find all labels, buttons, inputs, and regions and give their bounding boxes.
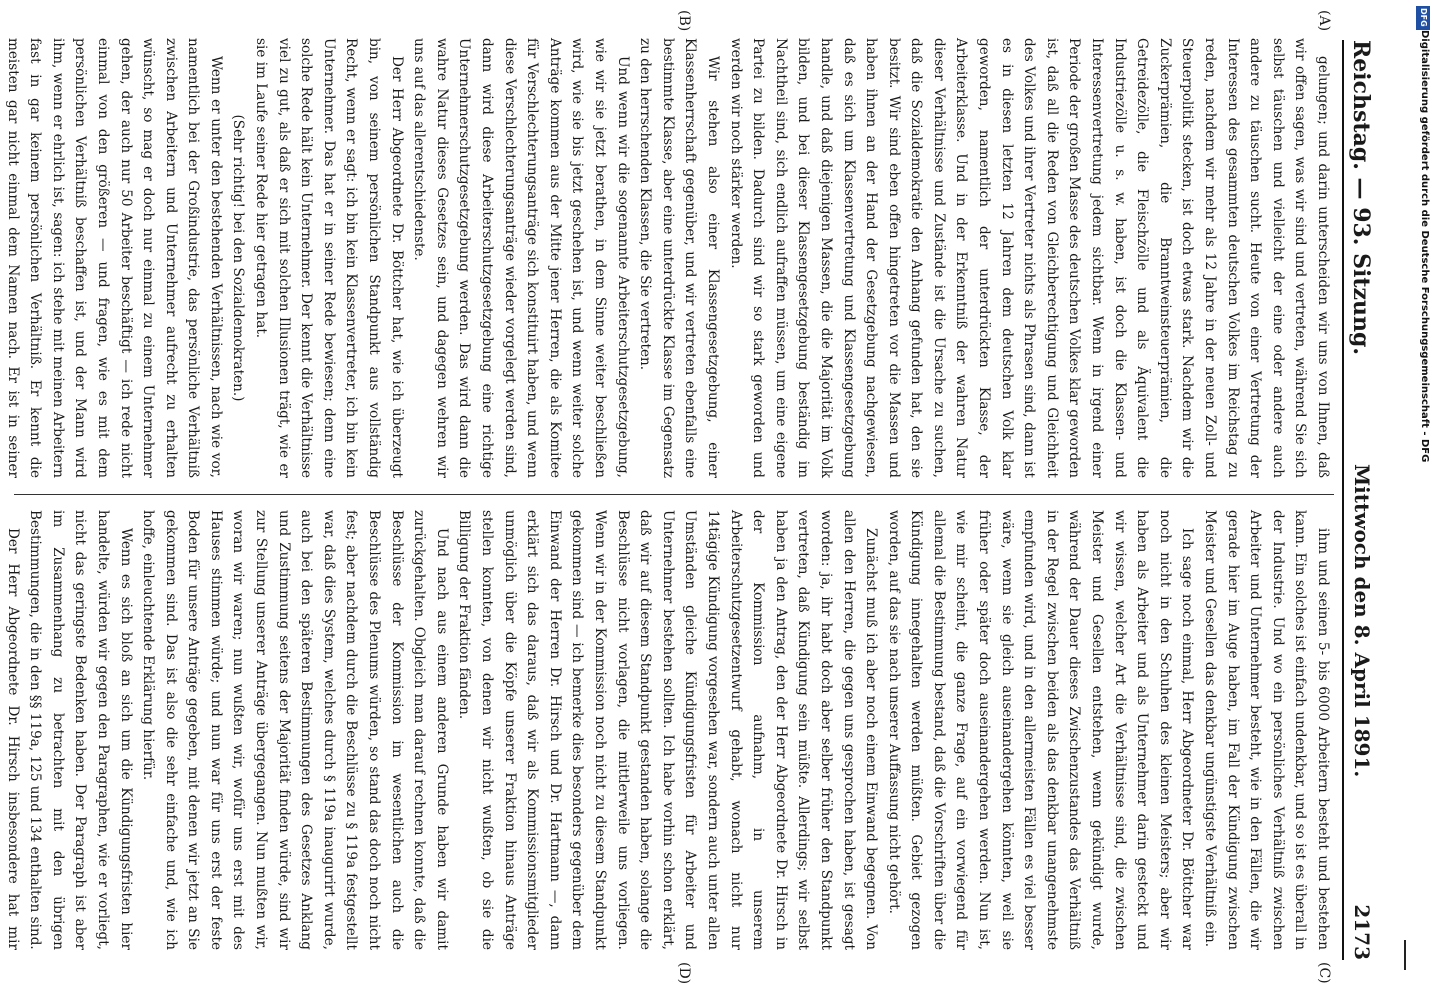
margin-mark-a: (A): [1316, 10, 1332, 32]
dfg-logo-badge: DFG: [1416, 6, 1430, 30]
scan-edge-mark: [1404, 940, 1406, 970]
header-date: Mittwoch den 8. April 1891.: [1350, 464, 1374, 778]
paragraph: Und nach aus einem anderen Grunde haben wir damit zurückgehalten. Obgleich man darauf rechnen konnte, daß die Beschlüsse der Kommission im wesentlichen auch die Beschlüsse des Plenums würden, so stand das doch noch nicht fest; aber nachdem durch die Beschlüsse zu § 119a festgestellt war, daß dies System, welches durch § 119a inaugurirt wurde, auch bei den späteren Bestimmungen des Gesetzes Anklang und Zustimmung seitens der Majorität finden würde, sind wir zur Stellung unserer Anträge übergegangen. Nun mußten wir, woran wir waren; nun wußten wir, wofür uns erst mit des Hauses stimmen würde; und nun war für uns erst der feste Boden für unsere Anträge gegeben, mit denen wir jetzt an Sie gekommen sind. Das ist also die sehr einfache und, wie ich hoffe, einleuchtende Erklärung hierfür.: [140, 510, 450, 950]
paragraph: Der Herr Abgeordnete Dr. Böttcher hat, wie ich überzeugt bin, von seinem persönlichen Standpunkt aus vollständig Recht, wenn er sagt: ich bin kein Klassenvertreter, ich bin kein Unternehmer. Das hat er in seiner Rede bewiesen; denn eine solche Rede hält kein Unternehmer. Der kennt die Verhältnisse viel zu gut, als daß er sich mit solchen Illusionen trägt, wie er sie im Laufe seiner Rede hier getragen hat.: [253, 38, 405, 478]
column-divider: [14, 494, 1334, 495]
right-column: [4, 510, 1334, 950]
interjection: (Sehr richtig! bei den Sozialdemokraten.): [230, 114, 247, 402]
paragraph: Ich sage noch einmal, Herr Abgeordneter Dr. Böttcher war noch nicht in den Schuhen des kleinen Meisters; aber wir haben als Arbeiter und als Unternehmer darin gesteckt und wir wissen, welcher Art die Verhältnisse sind, die zwischen Meister und Gesellen entstehen, wenn gekündigt wurde, während der Dauer dieses Zwischenzustandes das Verhältniß in der Regel zwischen beiden als das denkbar unangenehmste empfunden wird, und in den allermeisten Fällen es viel besser wäre, wenn sie gleich auseinandergehen könnten, weil sie früher oder später doch auseinandergehen werden. Nun ist, wie mir scheint, die ganze Frage, auf ein vorwiegend für allemal die Bestimmung bestand, daß die Vorschriften über die Kündigung innegehalten werden müßten. Gebiet gezogen worden, auf das sie nach unserer Auffassung nicht gehört.: [885, 510, 1196, 950]
paragraph: Der Herr Abgeordnete Dr. Hirsch insbesondere hat mir: [4, 528, 21, 950]
paragraph: ihm und seinen 5- bis 6000 Arbeitern besteht und bestehen kann. Ein solches ist einfach undenkbar, und so ist es überall in der Industrie. Und wo ein persönliches Verhältniß zwischen Arbeiter und Unternehmer besteht, wie in den Fällen, die wir gerade hier im Auge haben, im Fall der Kündigung zwischen Meister und Gesellen das denkbar ungünstigste Verhältniß ein.: [1202, 510, 1331, 950]
paragraph: Zunächst muß ich aber noch einem Einwand begegnen. Von allen den Herren, die gegen uns gesprochen haben, ist gesagt worden: ja, ihr habt doch aber selber früher den Standpunkt vertreten, daß Kündigung sein müßte. Allerdings; wir selbst haben ja den Antrag, den der Herr Abgeordnete Dr. Hirsch in der Kommission aufnahm, in unserem Arbeiterschutzgesetzentwurf gehabt, wonach nicht nur 14tägige Kündigung vorgesehen war, sondern auch unter allen Umständen gleiche Kündigungsfristen für Arbeiter und Unternehmer bestehen sollten. Ich habe vorhin schon erklärt, daß wir auf diesem Standpunkt gestanden haben, solange die Beschlüsse nicht vorlagen, die mittlerweile uns vorliegen. Wenn wir in der Kommission noch nicht zu diesem Standpunkt gekommen sind — ich bemerke dies besonders gegenüber dem Einwand der Herren Dr. Hirsch und Dr. Hartmann —, dann erklärt sich das daraus, daß wir als Kommissionsmitglieder unmöglich über die Köpfe unserer Fraktion hinaus Anträge stellen konnten, von denen wir nicht wußten, ob sie die Billigung der Fraktion fänden.: [456, 510, 880, 950]
paragraph: Wenn er unter den bestehenden Verhältnissen, nach wie vor, namentlich bei der Großindustrie, das persönliche Verhältniß zwischen Arbeitern und Unternehmer aufrecht zu erhalten wünscht, so mag er doch nur einmal zu einem Unternehmer gehen, der auch nur 50 Arbeiter beschäftigt — ich rede nicht einmal von den größeren — und fragen, wie es mit dem persönlichen Verhältniß beschaffen ist, und der Mann wird ihm, wenn er ehrlich ist, sagen: ich stehe mit meinen Arbeitern fast in gar keinem persönlichen Verhältniß. Er kennt die meisten gar nicht einmal dem Namen nach. Er ist in seiner: [4, 38, 224, 478]
left-column: [4, 38, 1334, 478]
digitization-note: Digitalisierung gefördert durch die Deutsche Forschungsgemeinschaft - DFG: [1419, 30, 1430, 463]
paragraph: Wir stehen also einer Klassengesetzgebung, einer Klassenherrschaft gegenüber, und wir vertreten ebenfalls eine bestimmte Klasse, aber eine unterdrückte Klasse im Gegensatz zu den herrschenden Klassen, die Sie vertreten.: [637, 38, 721, 478]
paragraph: Und wenn wir die sogenannte Arbeiterschutzgesetzgebung, wie wir sie jetzt berathen, in dem Sinne weiter beschließen wird, wie sie bis jetzt geschehen ist, und wenn weiter solche Anträge kommen aus der Mitte jener Herren, die als Komitee für Verschlechterungsanträge sich konstituirt haben, und wenn diese Verschlechterungsanträge wieder vorgelegt werden sind, dann wird diese Arbeiterschutzgesetzgebung eine richtige Unternehmerschutzgesetzgebung werden. Das wird dann die wahre Natur dieses Gesetzes sein, und dagegen wehren wir uns auf das allerentschiedenste.: [411, 38, 631, 478]
margin-mark-d: (D): [676, 962, 692, 985]
page-number: 2173: [1350, 904, 1374, 960]
margin-mark-b: (B): [676, 10, 692, 32]
paragraph: gelungen; und darin unterscheiden wir uns von Ihnen, daß wir offen sagen, was wir sind und vertreten, während Sie sich selbst täuschen und vielleicht der eine oder andere auch andere zu täuschen sucht. Heute von einer Vertretung der Interessen des gesammten deutschen Volkes im Reichstag zu reden, nachdem wir mehr als 12 Jahre in der neuen Zoll- und Steuerpolitik stecken, ist doch etwas stark. Nachdem wir die Zuckerprämien, die Branntweinsteuerprämien, die Getreidezölle, die Fleischzölle und als Äquivalent die Industriezölle u. s. w. haben, ist doch die Klassen- und Interessenvertretung jedem sichtbar. Wenn in irgend einer Periode der großen Masse des deutschen Volkes klar geworden ist, daß all die Reden von Gleichberechtigung und Gleichheit des Volkes und ihrer Vertreter nichts als Phrasen sind, dann ist es in diesen letzten 12 Jahren dem deutschen Volk klar geworden, namentlich der unterdrückten Klasse, der Arbeiterklasse. Und in der Erkenntniß der wahren Natur dieser Verhältnisse und Zustände ist die Ursache zu suchen, daß die Sozialdemokratie den Anhang gefunden hat, den sie besitzt. Wir sind eben offen hingetreten vor die Massen und haben ihnen an der Hand der Gesetzgebung nachgewiesen, daß es sich um Klassenvertretung und Klassengesetzgebung handle, und daß diejenigen Massen, die die Majorität im Volk bilden, und bei dieser Klassengesetzgebung beständig im Nachtheil sind, sich endlich aufraffen müssen, um eine eigene Partei zu bilden. Dadurch sind wir so stark geworden und werden wir noch stärker werden.: [727, 38, 1331, 478]
margin-mark-c: (C): [1316, 962, 1332, 984]
header-right: [1350, 464, 1374, 960]
page-header: [1342, 40, 1378, 960]
paragraph: Wenn es sich bloß an sich um die Kündigungsfristen hier handelte, würden wir gegen den Paragraphen, wie er vorliegt, nicht das geringste Bedenken haben. Der Paragraph ist aber im Zusammenhang zu betrachten mit den übrigen Bestimmungen, die in den §§ 119a, 125 und 134 enthalten sind.: [27, 510, 134, 950]
header-left: Reichstag. — 93. Sitzung.: [1348, 40, 1374, 356]
